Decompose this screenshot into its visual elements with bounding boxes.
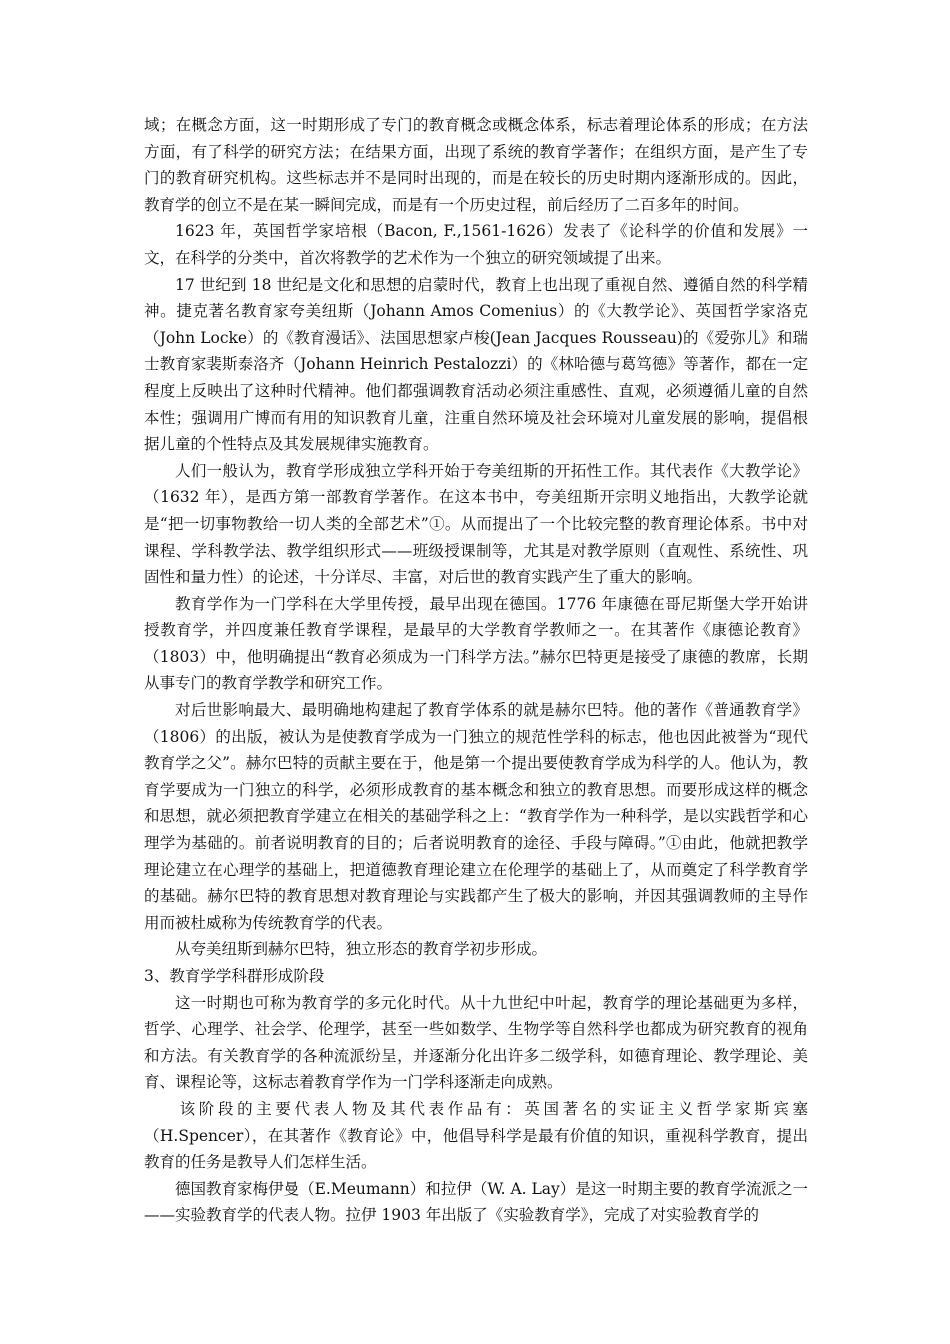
paragraph-summary: 从夸美纽斯到赫尔巴特，独立形态的教育学初步形成。 xyxy=(175,940,548,959)
paragraph-herbart: 对后世影响最大、最明确地构建起了教育学体系的就是赫尔巴特。他的著作《普通教育学》（1806）的出版，被认为是使教育学成为一门独立的规范性学科的标志，他也因此被誉为“现代教育学之父”。赫尔巴特的贡献主要在于，他是第一个提出要使教育学成为科学的人。他认为，教育学要成为一门独立的科学，必须形成教育的基本概念和独立的教育思想。而要形成这样的概念和思想，就必须把教育学建立在相关的基础学科之上：“教育学作为一种科学，是以实践哲学和心理学为基础的。前者说明教育的目的；后者说明教育的途径、手段与障碍。”①由此，他就把教学理论建立在心理学的基础上，把道德教育理论建立在伦理学的基础上了，从而奠定了科学教育学的基础。赫尔巴特的教育思想对教育理论与实践都产生了极大的影响，并因其强调教师的主导作用而被杜威称为传统教育学的代表。 xyxy=(144,701,808,932)
paragraph-continuation: 域；在概念方面，这一时期形成了专门的教育概念或概念体系，标志着理论体系的形成；在方法方面，有了科学的研究方法；在结果方面，出现了系统的教育学著作；在组织方面，是产生了专门的教育研究机构。这些标志并不是同时出现的，而是在较长的历史时期内逐渐形成的。因此，教育学的创立不是在某一瞬间完成，而是有一个历史过程，前后经历了二百多年的时间。 xyxy=(144,116,808,214)
paragraph-meumann-lay: 德国教育家梅伊曼（E.Meumann）和拉伊（W. A. Lay）是这一时期主要的教育学流派之一——实验教育学的代表人物。拉伊 1903 年出版了《实验教育学》，完成了对实验教育学的 xyxy=(144,1179,808,1225)
paragraph-pluralism: 这一时期也可称为教育学的多元化时代。从十九世纪中叶起，教育学的理论基础更为多样，哲学、心理学、社会学、伦理学，甚至一些如数学、生物学等自然科学也都成为研究教育的视角和方法。有关教育学的各种流派纷呈，并逐渐分化出许多二级学科，如德育理论、教学理论、美育、课程论等，这标志着教育学作为一门学科逐渐走向成熟。 xyxy=(144,993,808,1092)
paragraph-enlightenment: 17 世纪到 18 世纪是文化和思想的启蒙时代，教育上也出现了重视自然、遵循自然的科学精神。捷克著名教育家夸美纽斯（Johann Amos Comenius）的《大教学论》、英国哲学家洛克（John Locke）的《教育漫话》、法国思想家卢梭(Jean Jacques Rousseau)的《爱弥儿》和瑞士教育家裴斯泰洛齐（Johann Heinrich Pestalozzi）的《林哈德与葛笃德》等著作，都在一定程度上反映出了这种时代精神。他们都强调教育活动必须注重感性、直观，必须遵循儿童的自然本性；强调用广博而有用的知识教育儿童，注重自然环境及社会环境对儿童发展的影响，提倡根据儿童的个性特点及其发展规律实施教育。 xyxy=(144,275,808,454)
paragraph-comenius: 人们一般认为，教育学形成独立学科开始于夸美纽斯的开拓性工作。其代表作《大教学论》（1632 年），是西方第一部教育学著作。在这本书中，夸美纽斯开宗明义地指出，大教学论就是“把一切事物教给一切人类的全部艺术”①。从而提出了一个比较完整的教育理论体系。书中对课程、学科教学法、教学组织形式——班级授课制等，尤其是对教学原则（直观性、系统性、巩固性和量力性）的论述，十分详尽、丰富，对后世的教育实践产生了重大的影响。 xyxy=(144,461,808,587)
paragraph-spencer: 该阶段的主要代表人物及其代表作品有：英国著名的实证主义哲学家斯宾塞（H.Spencer），在其著作《教育论》中，他倡导科学是最有价值的知识，重视科学教育，提出教育的任务是教导人们怎样生活。 xyxy=(144,1099,808,1172)
paragraph-kant: 教育学作为一门学科在大学里传授，最早出现在德国。1776 年康德在哥尼斯堡大学开始讲授教育学，并四度兼任教育学课程，是最早的大学教育学教师之一。在其著作《康德论教育》（1803）中，他明确提出“教育必须成为一门科学方法。”赫尔巴特更是接受了康德的教席，长期从事专门的教育学教学和研究工作。 xyxy=(144,594,808,693)
section-heading: 3、教育学学科群形成阶段 xyxy=(144,967,325,985)
document-page xyxy=(144,112,808,1229)
paragraph-bacon: 1623 年，英国哲学家培根（Bacon, F.,1561-1626）发表了《论科学的价值和发展》一文，在科学的分类中，首次将教学的艺术作为一个独立的研究领域提了出来。 xyxy=(144,222,808,267)
